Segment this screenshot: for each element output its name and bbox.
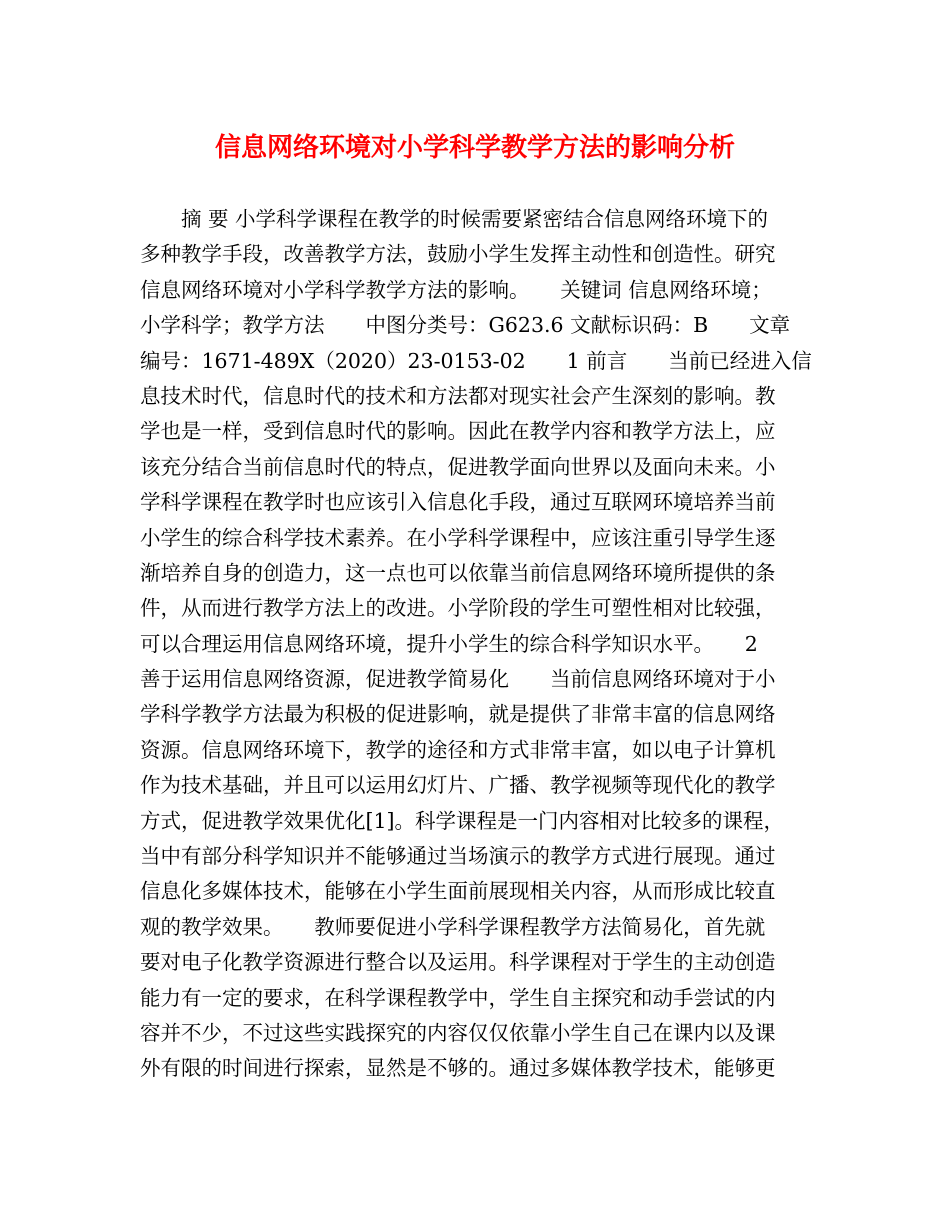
body-line: 观的教学效果。 教师要促进小学科学课程教学方法简易化，首先就: [140, 914, 766, 939]
body-line: 信息化多媒体技术，能够在小学生面前展现相关内容，从而形成比较直: [140, 879, 776, 904]
body-line: 小学科学；教学方法 中图分类号：G623.6 文献标识码：B 文章: [140, 313, 791, 338]
body-line: 小学生的综合科学技术素养。在小学科学课程中，应该注重引导学生逐: [140, 525, 776, 550]
document-title: 信息网络环境对小学科学教学方法的影响分析: [214, 133, 735, 163]
document-body: [140, 202, 820, 1087]
body-line: 摘 要 小学科学课程在教学的时候需要紧密结合信息网络环境下的: [140, 207, 769, 231]
body-line: 资源。信息网络环境下，教学的途径和方式非常丰富，如以电子计算机: [140, 737, 776, 762]
body-line: 该充分结合当前信息时代的特点，促进教学面向世界以及面向未来。小: [140, 454, 776, 479]
body-line: 学科学课程在教学时也应该引入信息化手段，通过互联网环境培养当前: [140, 490, 776, 515]
body-line: 方式，促进教学效果优化[1]。科学课程是一门内容相对比较多的课程，: [140, 808, 785, 833]
body-line: 件，从而进行教学方法上的改进。小学阶段的学生可塑性相对比较强，: [140, 596, 776, 621]
body-line: 容并不少，不过这些实践探究的内容仅仅依靠小学生自己在课内以及课: [140, 1020, 776, 1045]
body-line: 渐培养自身的创造力，这一点也可以依靠当前信息网络环境所提供的条: [140, 560, 776, 585]
body-line: 学也是一样，受到信息时代的影响。因此在教学内容和教学方法上，应: [140, 419, 776, 444]
body-line: 可以合理运用信息网络环境，提升小学生的综合科学知识水平。 2: [140, 631, 758, 656]
body-line: 信息网络环境对小学科学教学方法的影响。 关键词 信息网络环境；: [140, 277, 772, 302]
body-line: 当中有部分科学知识并不能够通过当场演示的教学方式进行展现。通过: [140, 844, 776, 869]
body-line: 学科学教学方法最为积极的促进影响，就是提供了非常丰富的信息网络: [140, 702, 776, 727]
body-line: 编号：1671-489X（2020）23-0153-02 1 前言 当前已经进入信: [140, 348, 812, 373]
body-line: 外有限的时间进行探索，显然是不够的。通过多媒体教学技术，能够更: [140, 1056, 776, 1081]
body-line: 作为技术基础，并且可以运用幻灯片、广播、教学视频等现代化的教学: [140, 773, 776, 798]
body-line: 要对电子化教学资源进行整合以及运用。科学课程对于学生的主动创造: [140, 950, 776, 975]
body-line: 善于运用信息网络资源，促进教学简易化 当前信息网络环境对于小: [140, 667, 776, 692]
body-line: 多种教学手段，改善教学方法，鼓励小学生发挥主动性和创造性。研究: [140, 242, 776, 267]
body-line: 能力有一定的要求，在科学课程教学中，学生自主探究和动手尝试的内: [140, 985, 776, 1010]
body-line: 息技术时代，信息时代的技术和方法都对现实社会产生深刻的影响。教: [140, 383, 776, 408]
